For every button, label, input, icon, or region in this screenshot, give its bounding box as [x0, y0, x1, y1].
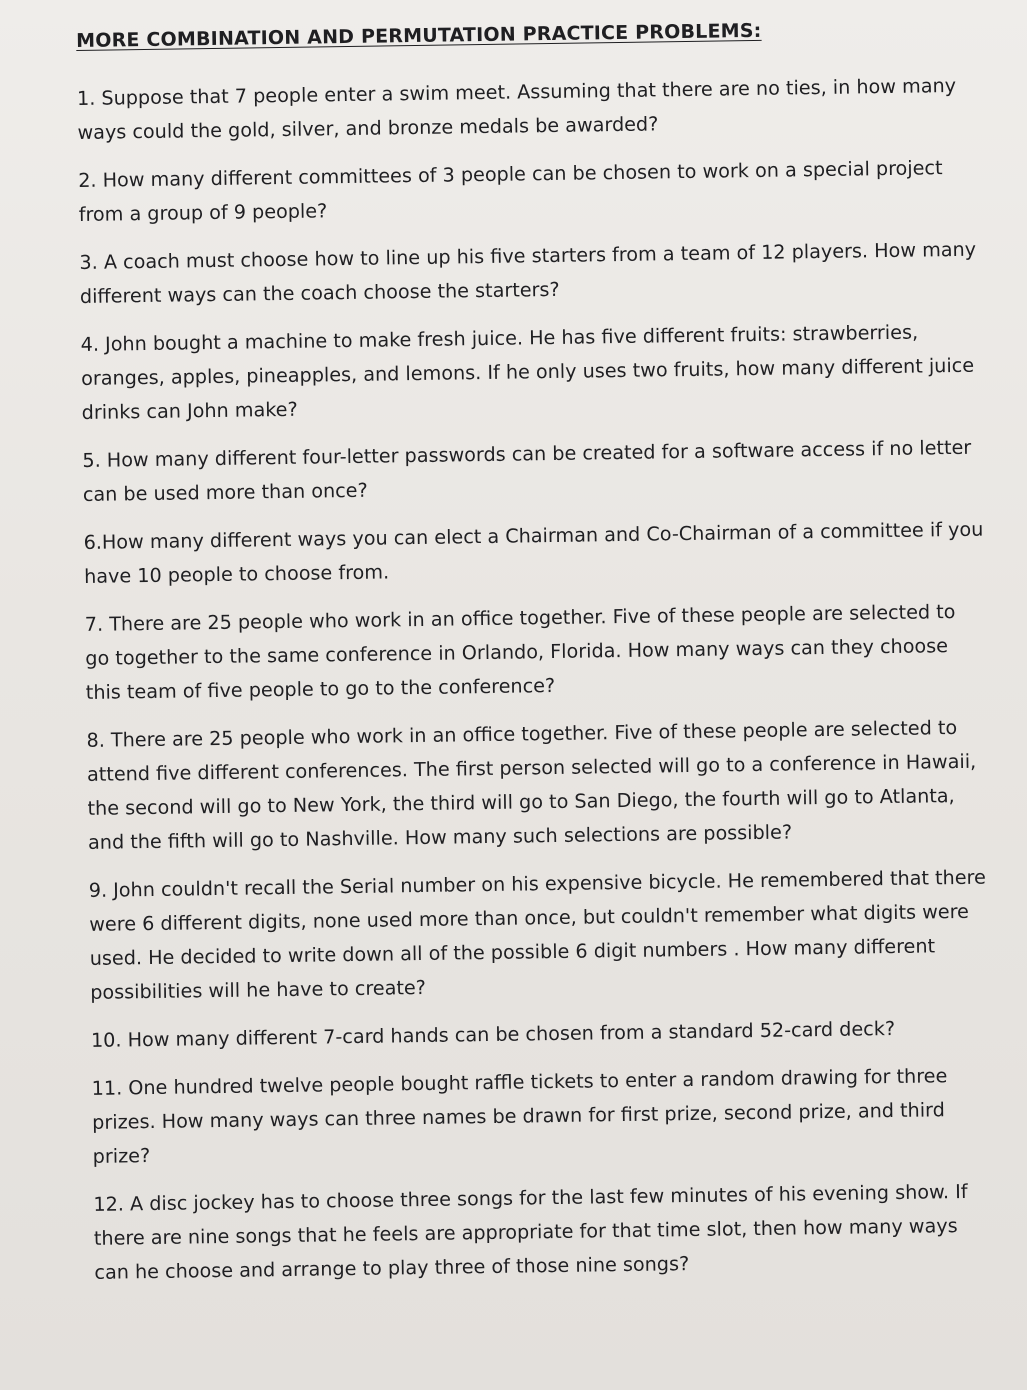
problem-8: 8. There are 25 people who work in an office together. Five of these people are selected to attend five different conferences. The first person selected will go to a conference in Hawaii, the second will go to New York, the third will go to San Diego, the fourth will go to Atlanta, and the fifth will go to Nashville. How many such selections are possible?	[86, 716, 977, 854]
problem-11: 11. One hundred twelve people bought raffle tickets to enter a random drawing for three prizes. How many ways can three names be drawn for first prize, second prize, and third prize?	[91, 1064, 948, 1168]
problem-3: 3. A coach must choose how to line up his five starters from a team of 12 players. How many different ways can the coach choose the starters?	[79, 237, 977, 308]
problem-6: 6.How many different ways you can elect a Chairman and Co-Chairman of a committee if you have 10 people to choose from.	[83, 517, 984, 588]
problem-7: 7. There are 25 people who work in an office together. Five of these people are selected to go together to the same conference in Orlando, Florida. How many ways can they choose this team of five people to go to the conference?	[84, 600, 956, 704]
worksheet-title: MORE COMBINATION AND PERMUTATION PRACTICE PROBLEMS:	[76, 19, 762, 52]
problem-1: 1. Suppose that 7 people enter a swim meet. Assuming that there are no ties, in how many ways could the gold, silver, and bronze medals be awarded?	[76, 73, 957, 144]
problem-9: 9. John couldn't recall the Serial number on his expensive bicycle. He remembered that there were 6 different digits, none used more than once, but couldn't remember what digits were used. He decided to write down all of the possible 6 digit numbers . How many different possibilities will he have to create?	[88, 865, 986, 1004]
problem-12: 12. A disc jockey has to choose three songs for the last few minutes of his evening show. If there are nine songs that he feels are appropriate for that time slot, then how many ways can he choose and arrange to play three of those nine songs?	[93, 1179, 968, 1284]
problem-2: 2. How many different committees of 3 people can be chosen to work on a special project from a group of 9 people?	[78, 156, 943, 226]
problem-4: 4. John bought a machine to make fresh juice. He has five different fruits: strawberries, oranges, apples, pineapples, and lemons. If he only uses two fruits, how many different juice drinks can John make?	[80, 320, 975, 424]
problem-10: 10. How many different 7-card hands can be chosen from a standard 52-card deck?	[90, 1016, 896, 1052]
worksheet-content	[76, 17, 995, 1304]
problem-5: 5. How many different four-letter passwords can be created for a software access if no letter can be used more than once?	[82, 435, 972, 506]
